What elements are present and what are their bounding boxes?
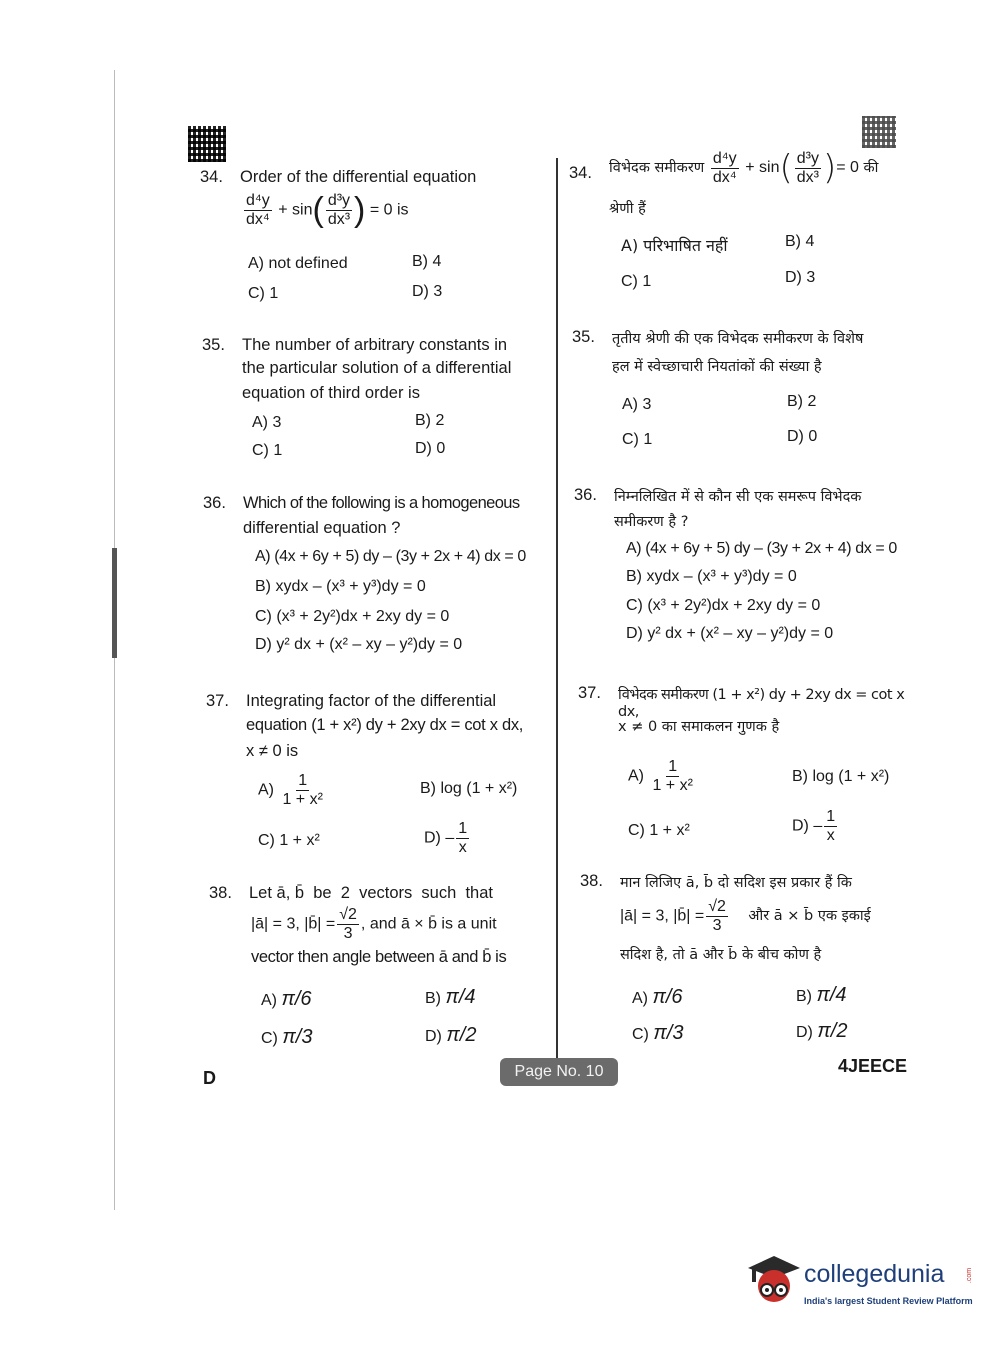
question-text-line2: |ā| = 3, |b̄| = $\frac{√2}{3}$ , and ā × b̄ is a unit xyxy=(251,906,497,942)
question-number: 34. xyxy=(200,168,223,186)
question-text-line2: समीकरण है ? xyxy=(614,514,689,530)
option-b: B) 2 xyxy=(787,393,817,410)
option-c: C) 1 xyxy=(622,431,653,448)
qr-code-left xyxy=(188,126,226,162)
question-text-line1: विभेदक समीकरण (1 + x²) dy + 2xy dx = cot x dx, xyxy=(618,687,905,720)
question-text-line1: निम्नलिखित में से कौन सी एक समरूप विभेदक xyxy=(614,489,862,505)
mascot-icon xyxy=(744,1252,802,1310)
option-d: D) 3 xyxy=(412,283,443,300)
margin-mark xyxy=(112,548,117,658)
option-a: A) 3 xyxy=(622,396,652,413)
option-c: C) (x³ + 2y²)dx + 2xy dy = 0 xyxy=(255,608,450,625)
brand-dot-com: .com xyxy=(966,1267,974,1284)
option-c: C) 1 + x² xyxy=(258,832,320,849)
option-c: C) π/3 xyxy=(261,1026,313,1048)
option-a: A) (4x + 6y + 5) dy – (3y + 2x + 4) dx = 0 xyxy=(626,540,897,557)
option-a: A) π/6 xyxy=(261,988,312,1010)
question-text-line2: the particular solution of a differential xyxy=(242,359,512,377)
option-a: A) π/6 xyxy=(632,986,683,1008)
option-d: D) 0 xyxy=(787,428,818,445)
option-c: C) π/3 xyxy=(632,1022,684,1044)
option-a: A) (4x + 6y + 5) dy – (3y + 2x + 4) dx = 0 xyxy=(255,548,526,565)
page-number: Page No. 10 xyxy=(500,1058,618,1086)
question-number: 35. xyxy=(572,328,595,346)
option-b: B) π/4 xyxy=(796,984,847,1006)
option-c: C) 1 xyxy=(621,273,652,290)
question-number: 38. xyxy=(209,884,232,902)
option-b: B) log (1 + x²) xyxy=(420,780,518,797)
question-number: 38. xyxy=(580,872,603,890)
set-code: D xyxy=(203,1068,216,1088)
question-text-line2: differential equation ? xyxy=(243,519,401,537)
exam-code: 4JEECE xyxy=(838,1056,908,1076)
option-d: D) π/2 xyxy=(796,1020,848,1042)
option-b: B) π/4 xyxy=(425,986,476,1008)
option-d: D) – $\frac{1}{x}$ xyxy=(424,820,468,856)
option-a: A) not defined xyxy=(248,255,348,272)
question-text-line2: श्रेणी हैं xyxy=(609,201,646,217)
question-text-line3: सदिश है, तो ā और b̄ के बीच कोण है xyxy=(620,947,822,963)
option-a: A) 3 xyxy=(252,414,282,431)
question-text-line1: मान लिजिए ā, b̄ दो सदिश इस प्रकार हैं कि xyxy=(620,875,852,891)
option-c: C) 1 xyxy=(252,442,283,459)
option-b: B) 4 xyxy=(412,253,442,270)
question-number: 34. xyxy=(569,164,592,182)
question-text-line3: x ≠ 0 is xyxy=(246,742,299,760)
column-divider xyxy=(556,158,558,1068)
option-c: C) 1 xyxy=(248,285,279,302)
question-text-line2: |ā| = 3, |b̄| = $\frac{√2}{3}$ और ā × b̄ एक इकाई xyxy=(620,898,871,934)
equation: $\frac{\text{d⁴y}}{\text{dx⁴}}$ + sin( $\frac{\text{d³y}}{\text{dx³}}$ ) = 0 is xyxy=(246,191,409,230)
question-text-line1: विभेदक समीकरण $\frac{\text{d⁴y}}{\text{dx⁴}}$ + sin( $\frac{\text{d³y}}{\text{dx³}}$ )= 0 की xyxy=(609,148,879,189)
qr-code-right xyxy=(862,116,896,148)
question-text-line1: Integrating factor of the differential xyxy=(246,692,497,710)
question-number: 36. xyxy=(203,494,226,512)
option-b: B) 4 xyxy=(785,233,815,250)
question-text: Order of the differential equation xyxy=(240,168,477,186)
option-d: D) π/2 xyxy=(425,1024,477,1046)
option-b: B) xydx – (x³ + y³)dy = 0 xyxy=(626,568,797,585)
collegedunia-logo[interactable] xyxy=(744,1252,974,1312)
option-a: A) परिभाषित नहीं xyxy=(621,236,728,255)
option-b: B) 2 xyxy=(415,412,445,429)
option-d: D) y² dx + (x² – xy – y²)dy = 0 xyxy=(626,625,834,642)
brand-tagline: India's largest Student Review Platform xyxy=(804,1296,973,1306)
option-d: D) 3 xyxy=(785,269,816,286)
question-number: 36. xyxy=(574,486,597,504)
question-number: 37. xyxy=(206,692,229,710)
option-a: A) $\frac{1}{\text{1 + x²}}$ xyxy=(258,772,323,808)
option-c: C) (x³ + 2y²)dx + 2xy dy = 0 xyxy=(626,597,821,614)
option-d: D) 0 xyxy=(415,440,446,457)
question-text-line2: x ≠ 0 का समाकलन गुणक है xyxy=(618,719,780,735)
question-text-line3: vector then angle between ā and b̄ is xyxy=(251,948,507,966)
option-d: D) – $\frac{1}{x}$ xyxy=(792,808,836,844)
question-text-line1: Let ā, b̄ be 2 vectors such that xyxy=(249,884,493,902)
option-a: A) $\frac{1}{\text{1 + x²}}$ xyxy=(628,758,693,794)
question-text-line1: Which of the following is a homogeneous xyxy=(243,494,520,512)
option-b: B) xydx – (x³ + y³)dy = 0 xyxy=(255,578,426,595)
option-d: D) y² dx + (x² – xy – y²)dy = 0 xyxy=(255,636,463,653)
question-text-line3: equation of third order is xyxy=(242,384,420,402)
question-text-line2: हल में स्वेच्छाचारी नियतांकों की संख्या है xyxy=(612,359,822,375)
brand-name: collegedunia xyxy=(804,1260,945,1288)
question-text-line1: तृतीय श्रेणी की एक विभेदक समीकरण के विशेष xyxy=(612,331,864,347)
question-text-line2: equation (1 + x²) dy + 2xy dx = cot x dx, xyxy=(246,716,524,734)
option-c: C) 1 + x² xyxy=(628,822,690,839)
question-text-line1: The number of arbitrary constants in xyxy=(242,336,508,354)
question-number: 35. xyxy=(202,336,225,354)
option-b: B) log (1 + x²) xyxy=(792,768,890,785)
question-number: 37. xyxy=(578,684,601,702)
